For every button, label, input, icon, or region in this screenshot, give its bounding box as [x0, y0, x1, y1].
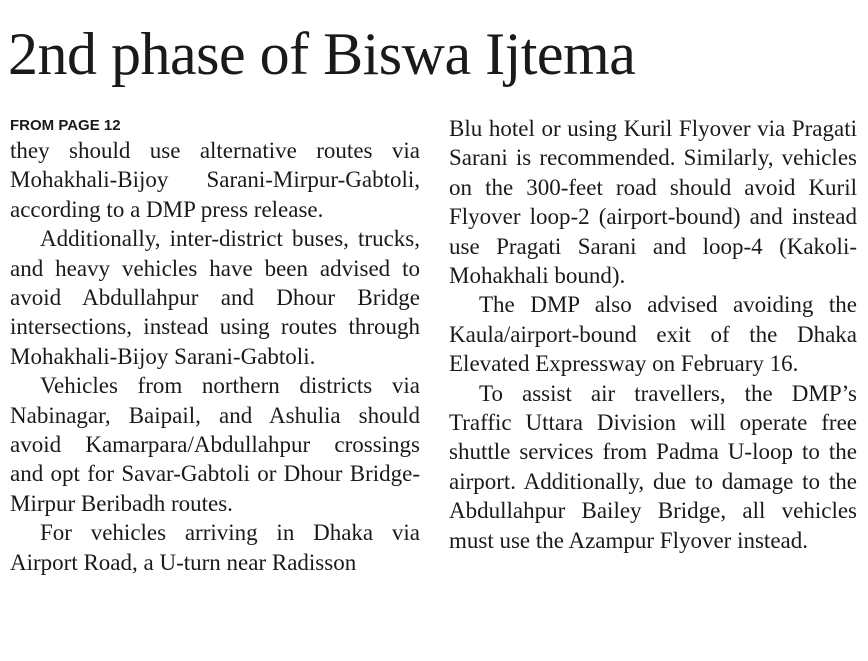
article-column-left	[10, 114, 420, 577]
article-column-right	[449, 114, 857, 555]
article-paragraph: Blu hotel or using Kuril Flyover via Pragati Sarani is recommended. Similarly, vehicles on the 300-feet road should avoid Kuril Flyover loop-2 (airport-bound) and instead use Pragati Sarani and loop-4 (Kakoli-Mohakhali bound).	[449, 116, 857, 289]
article-paragraph: For vehicles arriving in Dhaka via Airport Road, a U-turn near Radisson	[10, 520, 420, 575]
article-paragraph: Additionally, inter-district buses, trucks, and heavy vehicles have been advised to avoid Abdullahpur and Dhour Bridge intersections, instead using routes through Mohakhali-Bijoy Sarani-Gabtoli.	[10, 226, 420, 369]
article-paragraph: To assist air travellers, the DMP’s Traffic Uttara Division will operate free shuttle services from Padma U-loop to the airport. Additionally, due to damage to the Abdullahpur Bailey Bridge, all vehicles must use the Azampur Flyover instead.	[449, 380, 857, 553]
headline: 2nd phase of Biswa Ijtema	[8, 21, 636, 87]
article-paragraph: The DMP also advised avoiding the Kaula/airport-bound exit of the Dhaka Elevated Expressway on February 16.	[449, 292, 857, 377]
article-paragraph: Vehicles from northern districts via Nabinagar, Baipail, and Ashulia should avoid Kamarpara/Abdullahpur crossings and opt for Savar-Gabtoli or Dhour Bridge-Mirpur Beribadh routes.	[10, 373, 420, 516]
continuation-kicker: FROM PAGE 12	[10, 117, 121, 134]
article-paragraph: they should use alternative routes via Mohakhali-Bijoy Sarani-Mirpur-Gabtoli, according to a DMP press release.	[10, 138, 420, 222]
